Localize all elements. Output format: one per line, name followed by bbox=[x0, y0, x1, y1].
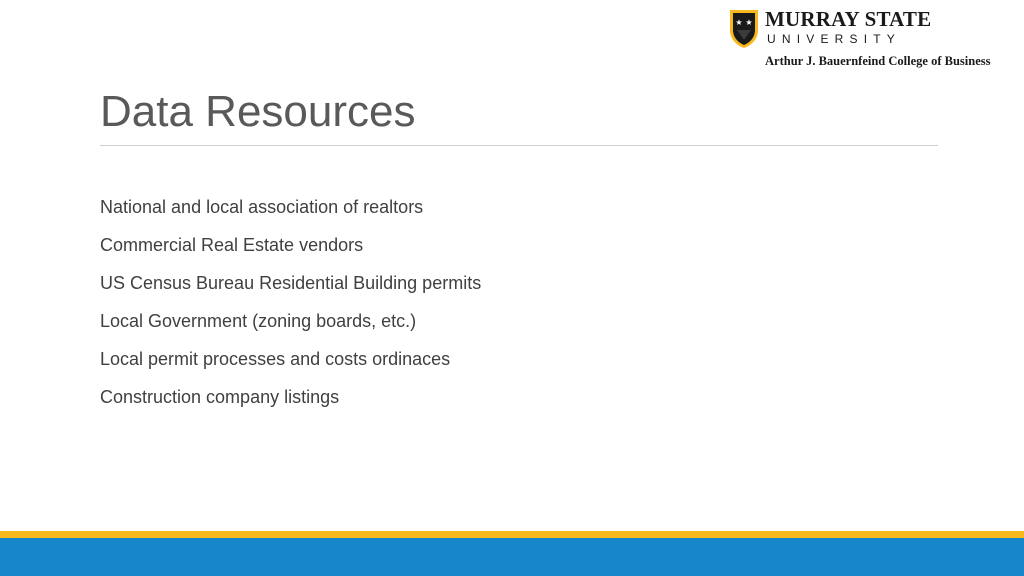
logo-college-name: Arthur J. Bauernfeind College of Business bbox=[765, 54, 991, 68]
title-divider bbox=[100, 145, 938, 146]
university-logo bbox=[728, 6, 1014, 72]
list-item: US Census Bureau Residential Building permits bbox=[100, 273, 482, 293]
logo-subtitle: UNIVERSITY bbox=[767, 32, 902, 46]
svg-text:★: ★ bbox=[735, 18, 743, 27]
shield-with-stars-icon bbox=[728, 8, 760, 50]
resource-list bbox=[100, 190, 481, 418]
footer-blue-band bbox=[0, 538, 1024, 576]
list-item: Commercial Real Estate vendors bbox=[100, 235, 364, 255]
list-item: Construction company listings bbox=[100, 387, 340, 407]
slide-title: Data Resources bbox=[100, 87, 416, 136]
logo-title: MURRAY STATE bbox=[765, 7, 932, 31]
list-item: Local Government (zoning boards, etc.) bbox=[100, 311, 417, 331]
svg-text:★: ★ bbox=[745, 18, 753, 27]
list-item: National and local association of realtors bbox=[100, 197, 424, 217]
list-item: Local permit processes and costs ordinaces bbox=[100, 349, 451, 369]
footer-gold-stripe bbox=[0, 531, 1024, 538]
